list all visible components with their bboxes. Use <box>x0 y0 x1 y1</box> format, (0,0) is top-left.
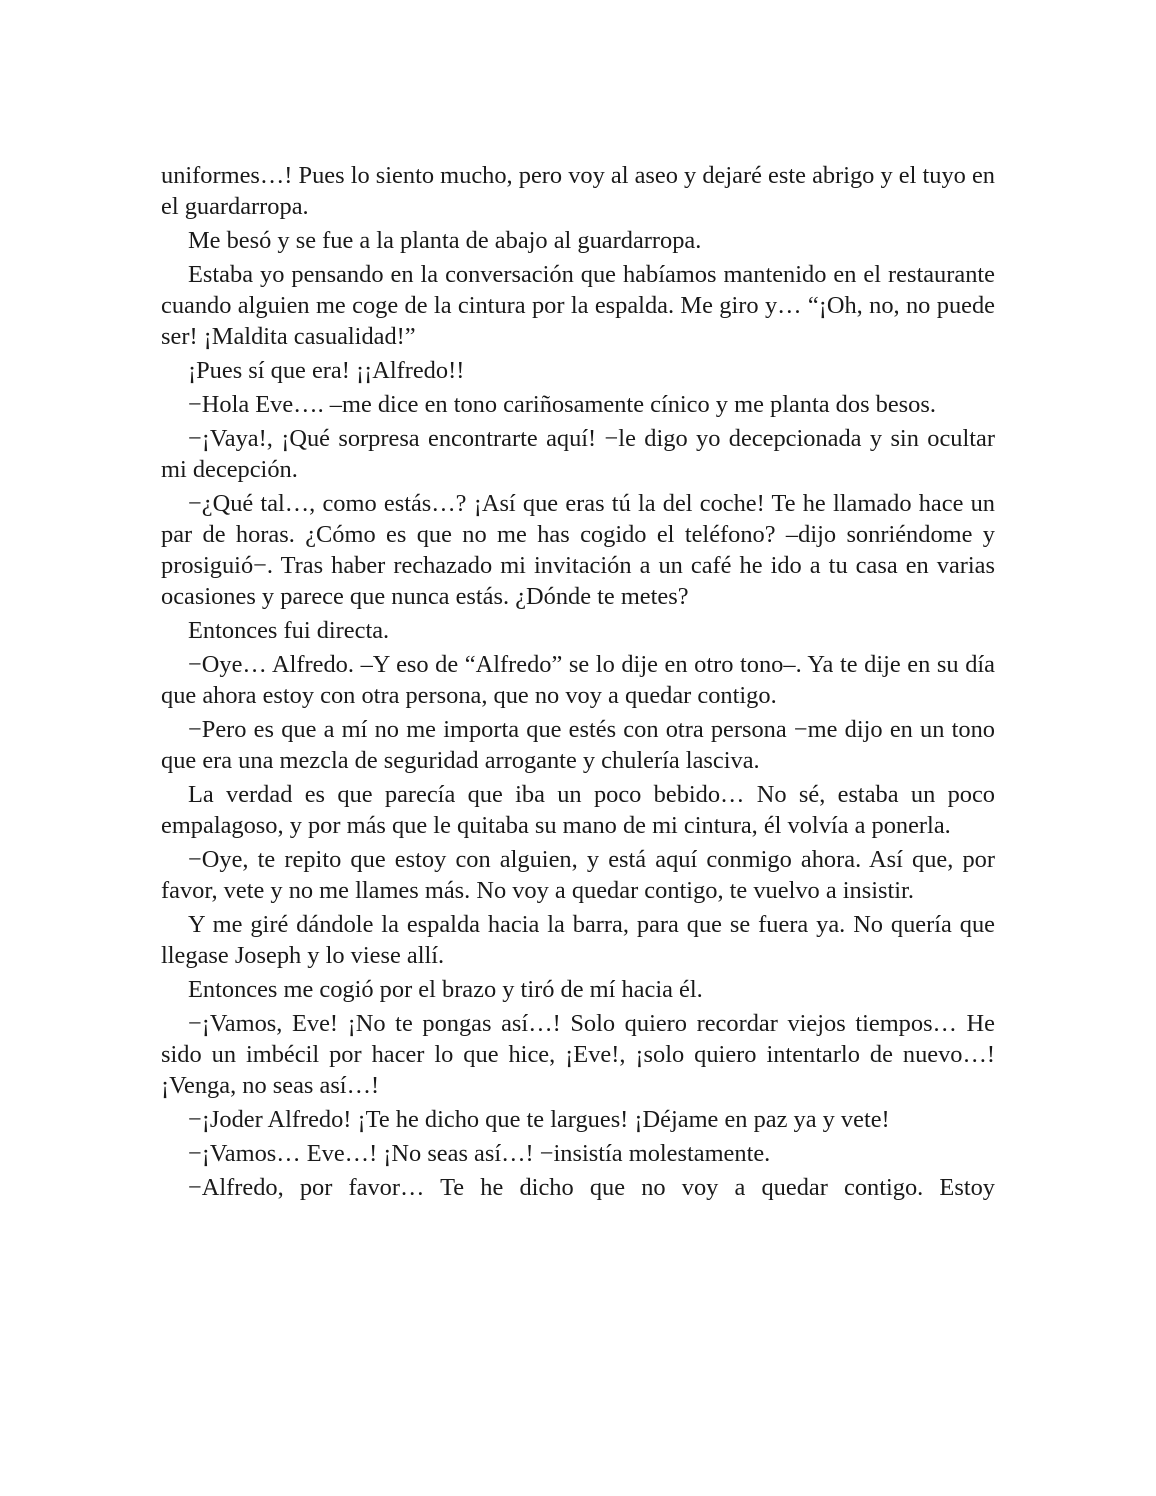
paragraph-10: −Pero es que a mí no me importa que estés con otra persona −me dijo en un tono que era una mezcla de seguridad arrogante y chulería lasciva. <box>161 716 995 774</box>
paragraph-16: −¡Joder Alfredo! ¡Te he dicho que te largues! ¡Déjame en paz ya y vete! <box>188 1106 890 1133</box>
paragraph-13: Y me giré dándole la espalda hacia la barra, para que se fuera ya. No quería que llegase Joseph y lo viese allí. <box>161 911 995 969</box>
paragraph-7: −¿Qué tal…, como estás…? ¡Así que eras tú la del coche! Te he llamado hace un par de horas. ¿Cómo es que no me has cogido el teléfono? –dijo sonriéndome y prosiguió−. Tras haber rechazado mi invitación a un café he ido a tu casa en varias ocasiones y parece que nunca estás. ¿Dónde te metes? <box>161 490 995 610</box>
book-page <box>161 160 995 1206</box>
paragraph-5: −Hola Eve…. –me dice en tono cariñosamente cínico y me planta dos besos. <box>188 391 936 418</box>
paragraph-15: −¡Vamos, Eve! ¡No te pongas así…! Solo quiero recordar viejos tiempos… He sido un imbécil por hacer lo que hice, ¡Eve!, ¡solo quiero intentarlo de nuevo…! ¡Venga, no seas así…! <box>161 1010 995 1099</box>
paragraph-17: −¡Vamos… Eve…! ¡No seas así…! −insistía molestamente. <box>188 1140 771 1167</box>
paragraph-12: −Oye, te repito que estoy con alguien, y está aquí conmigo ahora. Así que, por favor, vete y no me llames más. No voy a quedar contigo, te vuelvo a insistir. <box>161 846 995 904</box>
paragraph-1: uniformes…! Pues lo siento mucho, pero voy al aseo y dejaré este abrigo y el tuyo en el guardarropa. <box>161 162 995 220</box>
paragraph-11: La verdad es que parecía que iba un poco bebido… No sé, estaba un poco empalagoso, y por más que le quitaba su mano de mi cintura, él volvía a ponerla. <box>161 781 995 839</box>
paragraph-9: −Oye… Alfredo. –Y eso de “Alfredo” se lo dije en otro tono–. Ya te dije en su día que ahora estoy con otra persona, que no voy a quedar contigo. <box>161 651 995 709</box>
paragraph-3: Estaba yo pensando en la conversación que habíamos mantenido en el restaurante cuando alguien me coge de la cintura por la espalda. Me giro y… “¡Oh, no, no puede ser! ¡Maldita casualidad!” <box>161 261 995 350</box>
paragraph-8: Entonces fui directa. <box>188 617 390 644</box>
paragraph-4: ¡Pues sí que era! ¡¡Alfredo!! <box>188 357 465 384</box>
paragraph-6: −¡Vaya!, ¡Qué sorpresa encontrarte aquí! −le digo yo decepcionada y sin ocultar mi decepción. <box>161 425 995 483</box>
paragraph-18: −Alfredo, por favor… Te he dicho que no voy a quedar contigo. Estoy <box>188 1174 995 1201</box>
paragraph-14: Entonces me cogió por el brazo y tiró de mí hacia él. <box>188 976 703 1003</box>
paragraph-2: Me besó y se fue a la planta de abajo al guardarropa. <box>188 227 702 254</box>
